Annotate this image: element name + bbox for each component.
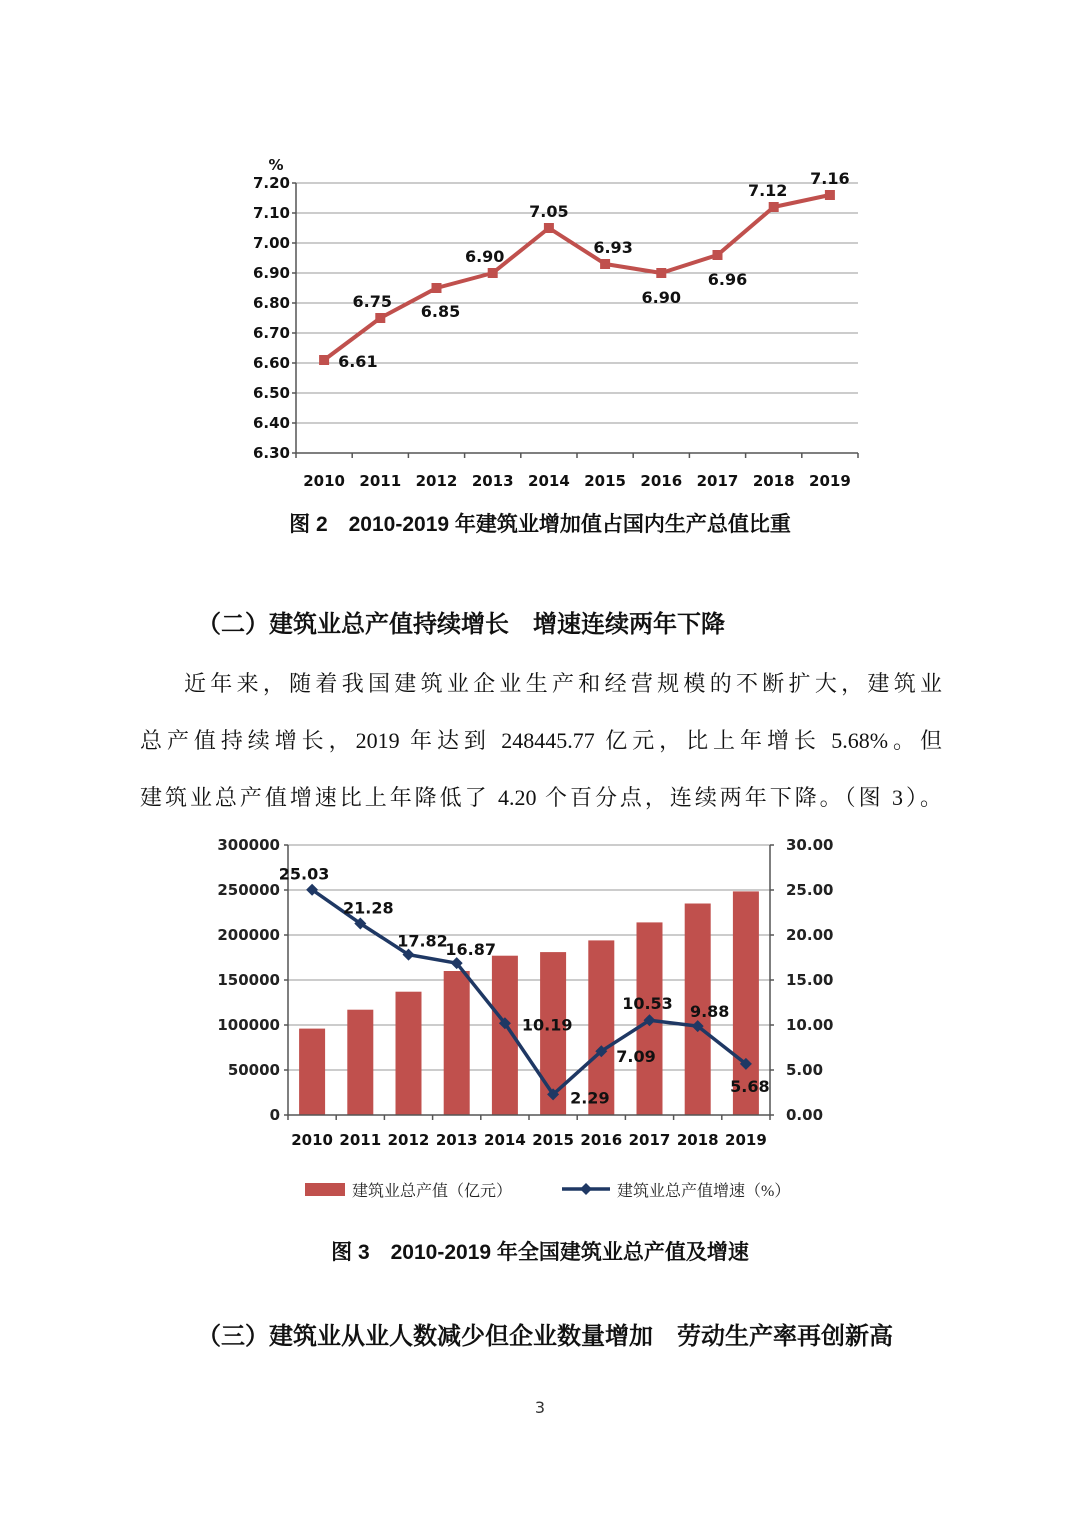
data-point-marker [488,268,498,278]
data-point-marker [769,202,779,212]
data-point-label: 7.09 [616,1047,656,1067]
x-axis-tick-label: 2017 [696,472,739,490]
x-axis-tick-label: 2014 [528,472,570,490]
x-axis-tick-label: 2012 [387,1131,430,1149]
y-axis-tick-label: 6.30 [252,444,290,462]
bar [396,992,422,1115]
left-axis-tick-label: 50000 [227,1061,280,1079]
figure2-line-chart [250,148,870,503]
data-point-marker [319,355,329,365]
x-axis-tick-label: 2019 [809,472,851,490]
x-axis-tick-label: 2018 [676,1131,719,1149]
figure2-caption: 图 2 2010-2019 年建筑业增加值占国内生产总值比重 [289,513,791,536]
bar [347,1010,373,1115]
right-axis-tick-label: 10.00 [786,1016,834,1034]
data-series-line [324,195,830,360]
x-axis-tick-label: 2010 [291,1131,333,1149]
y-axis-tick-label: 7.10 [252,204,290,222]
legend-swatch-diamond [580,1183,592,1195]
data-point-label: 21.28 [342,898,394,918]
x-axis-tick-label: 2011 [359,472,402,490]
legend-label-line: 建筑业总产值增速（%） [617,1183,791,1200]
x-axis-tick-label: 2013 [435,1131,478,1149]
right-axis-tick-label: 0.00 [786,1106,824,1124]
left-axis-tick-label: 0 [269,1106,280,1124]
paragraph-line: 建筑业总产值增速比上年降低了 4.20 个百分点，连续两年下降。（图 3）。 [140,785,942,810]
right-axis-tick-label: 5.00 [786,1061,824,1079]
data-point-marker [825,190,835,200]
data-point-label: 6.96 [707,270,748,289]
figure3-combo-chart [210,833,870,1208]
y-axis-tick-label: 6.60 [252,354,290,372]
x-axis-tick-label: 2015 [532,1131,574,1149]
left-axis-tick-label: 100000 [217,1016,280,1034]
y-axis-unit-label: % [268,156,284,174]
data-point-label: 7.12 [747,181,788,200]
x-axis-tick-label: 2017 [628,1131,671,1149]
x-axis-tick-label: 2015 [584,472,626,490]
x-axis-tick-label: 2019 [725,1131,767,1149]
x-axis-tick-label: 2012 [415,472,458,490]
section2-heading: （二）建筑业总产值持续增长 增速连续两年下降 [197,611,725,638]
data-point-label: 7.05 [529,202,569,221]
data-point-label: 17.82 [397,931,448,951]
left-axis-tick-label: 150000 [217,971,280,989]
data-point-label: 6.93 [593,238,633,257]
y-axis-tick-label: 6.70 [252,324,290,342]
x-axis-tick-label: 2010 [303,472,345,490]
y-axis-tick-label: 6.40 [252,414,290,432]
left-axis-tick-label: 250000 [217,881,280,899]
data-point-label: 6.85 [420,302,461,321]
data-point-marker [432,283,442,293]
paragraph-line: 近年来，随着我国建筑业企业生产和经营规模的不断扩大，建筑业 [184,671,942,696]
data-point-label: 6.75 [352,292,393,311]
right-axis-tick-label: 25.00 [786,881,834,899]
figure3-caption: 图 3 2010-2019 年全国建筑业总产值及增速 [331,1241,749,1264]
x-axis-tick-label: 2016 [580,1131,623,1149]
data-point-marker [375,313,385,323]
data-point-label: 25.03 [278,864,330,884]
y-axis-tick-label: 6.80 [252,294,290,312]
data-point-label: 6.90 [464,247,505,266]
data-series-line [312,890,746,1095]
data-point-marker [713,250,723,260]
data-point-label: 6.61 [338,352,378,371]
page-number: 3 [534,1398,546,1417]
data-point-label: 10.19 [521,1015,573,1035]
left-axis-tick-label: 200000 [217,926,280,944]
x-axis-tick-label: 2018 [752,472,795,490]
section3-heading: （三）建筑业从业人数减少但企业数量增加 劳动生产率再创新高 [197,1323,893,1350]
data-point-marker [544,223,554,233]
data-point-label: 9.88 [689,1002,730,1022]
data-point-label: 6.90 [641,288,682,307]
data-point-marker [600,259,610,269]
y-axis-tick-label: 6.50 [252,384,290,402]
y-axis-tick-label: 7.00 [252,234,290,252]
data-point-label: 5.68 [730,1076,770,1096]
data-point-label: 10.53 [622,994,673,1014]
right-axis-tick-label: 15.00 [786,971,834,989]
legend-label-bar: 建筑业总产值（亿元） [352,1183,513,1200]
right-axis-tick-label: 30.00 [786,836,834,854]
x-axis-tick-label: 2016 [640,472,683,490]
data-point-label: 2.29 [570,1088,610,1108]
x-axis-tick-label: 2011 [339,1131,382,1149]
section2-paragraph [140,655,942,826]
x-axis-tick-label: 2014 [484,1131,526,1149]
y-axis-tick-label: 6.90 [252,264,290,282]
data-point-label: 7.16 [810,169,850,188]
legend-swatch-bar [305,1183,345,1196]
bar [444,971,470,1115]
data-point-label: 16.87 [445,940,497,960]
bar [299,1029,325,1115]
y-axis-tick-label: 7.20 [252,174,290,192]
x-axis-tick-label: 2013 [471,472,514,490]
data-point-marker [656,268,666,278]
left-axis-tick-label: 300000 [217,836,280,854]
right-axis-tick-label: 20.00 [786,926,834,944]
paragraph-line: 总产值持续增长，2019 年达到 248445.77 亿元，比上年增长 5.68%。但 [140,728,942,753]
